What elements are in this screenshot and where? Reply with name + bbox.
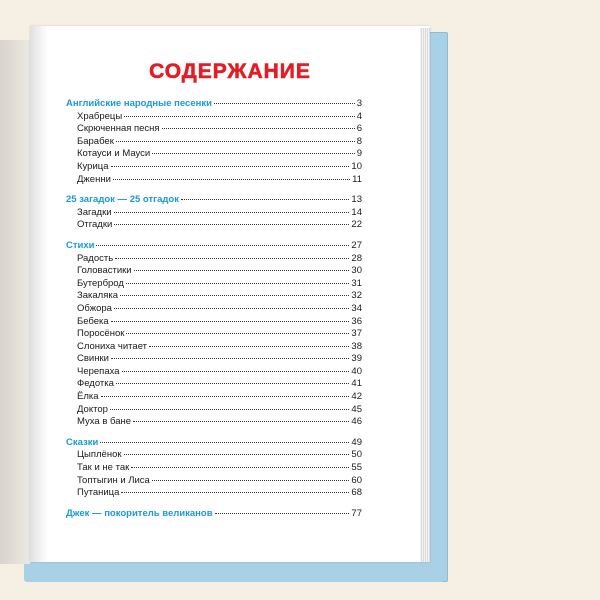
dot-leader	[121, 492, 349, 493]
toc-page-number: 77	[351, 507, 362, 519]
toc-section-row	[66, 98, 362, 111]
toc-page-number: 46	[351, 416, 362, 428]
toc-item-row	[66, 219, 362, 232]
toc-page-number: 4	[356, 110, 362, 122]
toc-item-row	[66, 328, 362, 341]
dot-leader	[116, 383, 350, 384]
toc-page-number: 13	[351, 194, 362, 206]
toc-page-number: 50	[351, 449, 362, 461]
toc-entry-title: Храбрецы	[77, 110, 123, 122]
dot-leader	[214, 103, 355, 104]
toc-item-row	[66, 148, 362, 161]
toc-item-row	[66, 487, 362, 500]
toc-section-row	[66, 240, 362, 253]
toc-page-number: 30	[351, 265, 362, 277]
toc-page-number: 41	[351, 378, 362, 390]
toc-page-number: 27	[351, 239, 362, 251]
toc-item-row	[66, 123, 362, 136]
dot-leader	[134, 270, 350, 271]
toc-item-row	[66, 378, 362, 391]
toc-page-number: 8	[356, 135, 362, 147]
toc-page-number: 42	[351, 391, 362, 403]
dot-leader	[115, 258, 349, 259]
toc-item-row	[66, 253, 362, 266]
toc-item-row	[66, 290, 362, 303]
toc-item-row	[66, 265, 362, 278]
toc-entry-title: Слониха читает	[77, 340, 148, 352]
toc-entry-title: Муха в бане	[77, 416, 132, 428]
toc-page-number: 45	[351, 403, 362, 415]
toc-page-number: 6	[356, 123, 362, 135]
toc-page-number: 9	[356, 148, 362, 160]
toc-item-row	[66, 136, 362, 149]
toc-gap	[66, 186, 362, 194]
toc-page-number: 11	[352, 173, 362, 185]
toc-entry-title: Обжора	[77, 302, 112, 314]
toc-entry-title: Топтыгин и Лиса	[77, 474, 150, 486]
toc-entry-title: Федотка	[77, 378, 114, 390]
dot-leader	[126, 333, 349, 334]
toc-entry-title: Барабек	[77, 135, 114, 147]
toc-entry-title: Доктор	[77, 403, 108, 415]
toc-item-row	[66, 391, 362, 404]
dot-leader	[215, 513, 350, 514]
dot-leader	[162, 128, 355, 129]
dot-leader	[114, 308, 349, 309]
toc-entry-title: Радость	[77, 252, 114, 264]
toc-entry-title: Ёлка	[77, 391, 99, 403]
dot-leader	[122, 371, 350, 372]
toc-item-row	[66, 462, 362, 475]
toc-item-row	[66, 303, 362, 316]
toc-gap	[66, 500, 362, 508]
dot-leader	[96, 245, 349, 246]
dot-leader	[100, 442, 349, 443]
toc-entry-title: Черепаха	[77, 365, 120, 377]
dot-leader	[111, 166, 350, 167]
toc-entry-title: Скрюченная песня	[77, 123, 160, 135]
dot-leader	[111, 358, 349, 359]
toc-section-row	[66, 194, 362, 207]
dot-leader	[101, 396, 350, 397]
dot-leader	[113, 179, 350, 180]
toc-entry-title: Путаница	[77, 487, 120, 499]
toc-page-number: 31	[351, 277, 362, 289]
toc-page-number: 40	[351, 365, 362, 377]
toc-entry-title: Цыплёнок	[77, 449, 122, 461]
toc-gap	[66, 429, 362, 437]
dot-leader	[149, 346, 349, 347]
toc-page-number: 10	[351, 160, 362, 172]
toc-page-number: 38	[351, 340, 362, 352]
toc-page-number: 60	[351, 474, 362, 486]
dot-leader	[120, 295, 349, 296]
toc-page-number: 55	[351, 462, 362, 474]
toc-item-row	[66, 278, 362, 291]
spine-shadow	[30, 26, 48, 562]
toc-entry-title: Джек — покоритель великанов	[66, 507, 213, 519]
toc-page-number: 68	[351, 487, 362, 499]
toc-entry-title: Котауси и Мауси	[77, 148, 151, 160]
dot-leader	[124, 454, 350, 455]
toc-entry-title: Сказки	[66, 436, 99, 448]
toc-item-row	[66, 416, 362, 429]
page-stack-edge	[420, 28, 430, 562]
toc-gap	[66, 232, 362, 240]
toc-entry-title: Бебека	[77, 315, 109, 327]
toc-page-number: 49	[351, 436, 362, 448]
toc-entry-title: Головастики	[77, 265, 132, 277]
toc-entry-title: Свинки	[77, 353, 109, 365]
toc-item-row	[66, 353, 362, 366]
toc-entry-title: Загадки	[77, 206, 112, 218]
toc-entry-title: Стихи	[66, 239, 95, 251]
toc-item-row	[66, 475, 362, 488]
toc-entry-title: Английские народные песенки	[66, 98, 212, 109]
toc-section-row	[66, 437, 362, 450]
toc-entry-title: Так и не так	[77, 462, 130, 474]
toc-entry-title: Поросёнок	[77, 328, 125, 340]
table-of-contents	[66, 98, 362, 520]
toc-page-number: 28	[351, 252, 362, 264]
toc-entry-title: Бутерброд	[77, 277, 124, 289]
dot-leader	[116, 141, 355, 142]
toc-item-row	[66, 449, 362, 462]
toc-entry-title: Закаляка	[77, 290, 119, 302]
toc-entry-title: Курица	[77, 160, 109, 172]
toc-entry-title: Отгадки	[77, 219, 113, 231]
dot-leader	[131, 467, 349, 468]
toc-page-number: 37	[351, 328, 362, 340]
toc-entry-title: 25 загадок — 25 отгадок	[66, 194, 179, 206]
dot-leader	[152, 153, 354, 154]
page-title: СОДЕРЖАНИЕ	[149, 60, 311, 83]
toc-page-number: 3	[356, 98, 362, 109]
dot-leader	[152, 480, 350, 481]
dot-leader	[111, 321, 350, 322]
toc-item-row	[66, 161, 362, 174]
left-page	[0, 40, 30, 564]
toc-page-number: 36	[351, 315, 362, 327]
toc-page-number: 34	[351, 302, 362, 314]
toc-item-row	[66, 341, 362, 354]
toc-page-number: 14	[351, 206, 362, 218]
toc-item-row	[66, 366, 362, 379]
toc-item-row	[66, 207, 362, 220]
toc-entry-title: Дженни	[77, 173, 111, 185]
toc-section-row	[66, 508, 362, 521]
dot-leader	[110, 409, 350, 410]
toc-item-row	[66, 316, 362, 329]
dot-leader	[114, 224, 349, 225]
toc-item-row	[66, 404, 362, 417]
dot-leader	[114, 212, 350, 213]
dot-leader	[133, 421, 349, 422]
toc-page-number: 39	[351, 353, 362, 365]
dot-leader	[126, 283, 349, 284]
dot-leader	[181, 199, 349, 200]
toc-page-number: 32	[351, 290, 362, 302]
toc-item-row	[66, 111, 362, 124]
toc-page-number: 22	[351, 219, 362, 231]
dot-leader	[124, 116, 355, 117]
toc-item-row	[66, 174, 362, 187]
